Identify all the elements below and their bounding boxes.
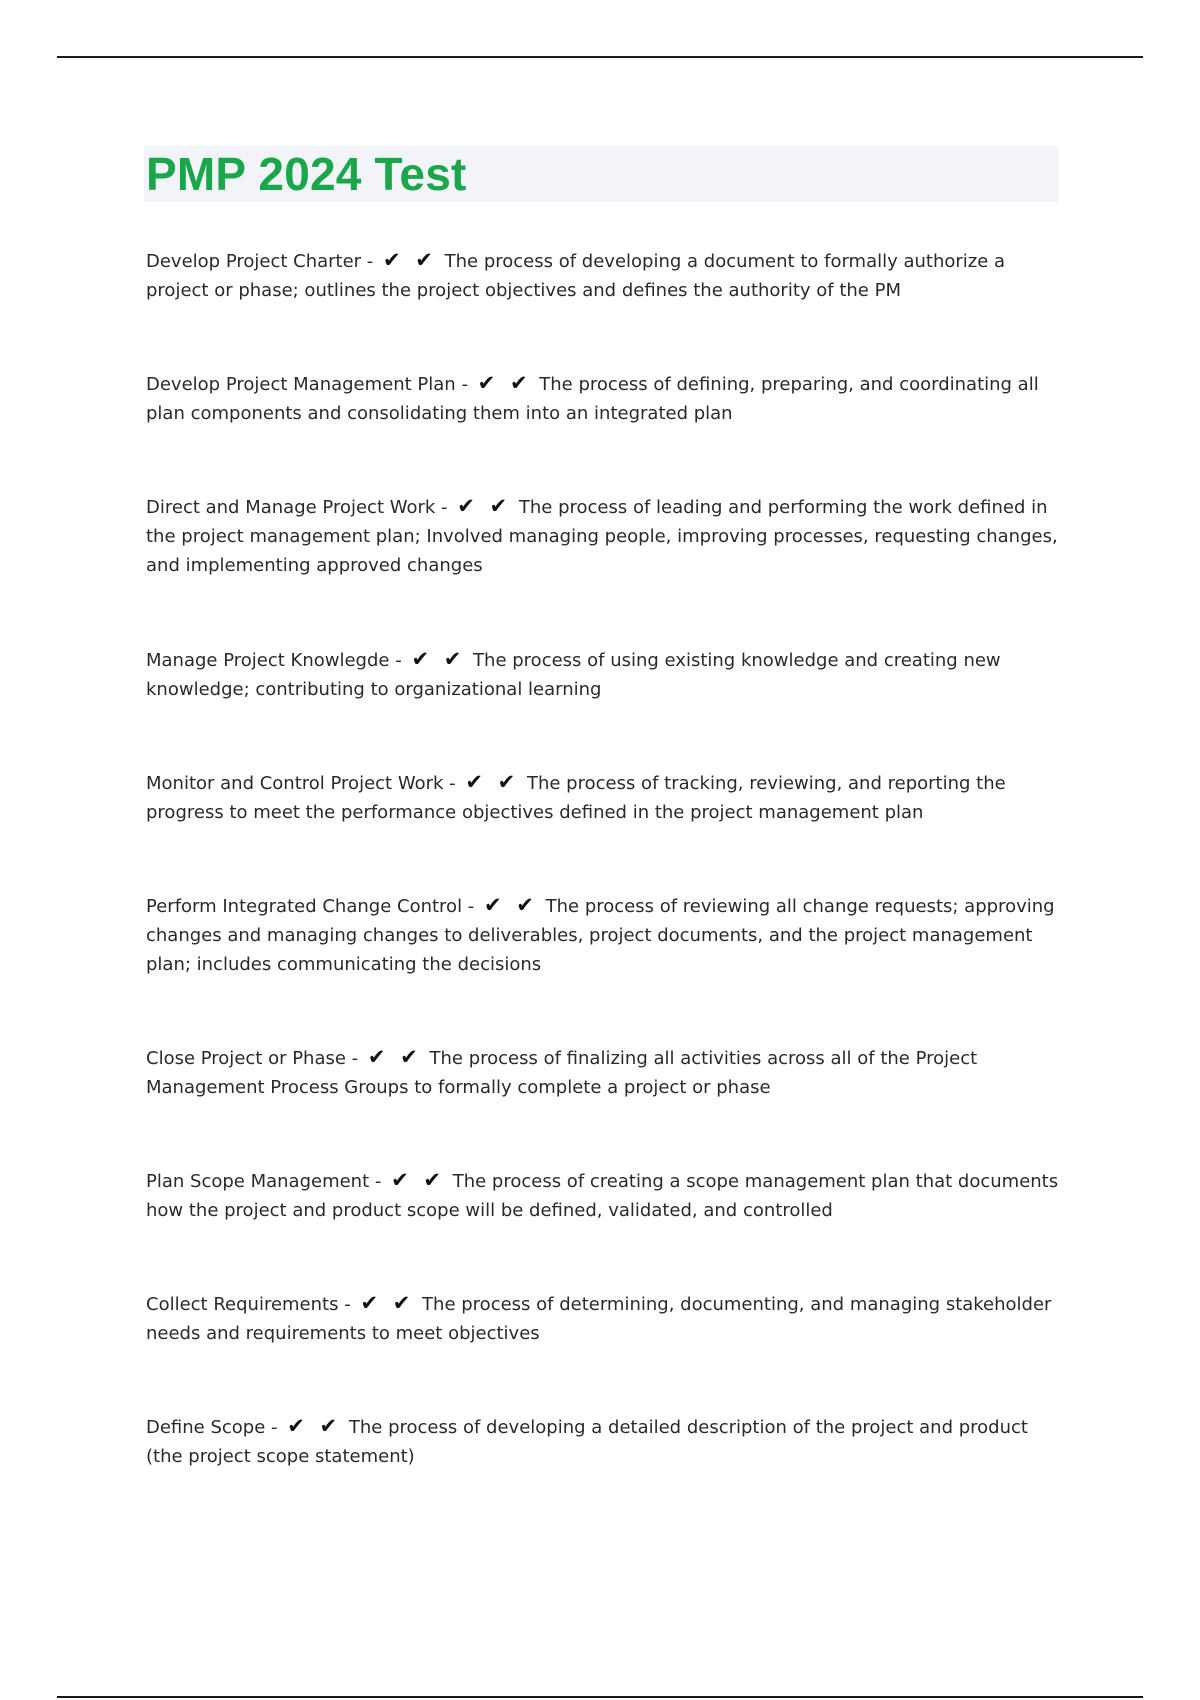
list-item [146, 369, 1064, 428]
definition: The process of reviewing all change requests; approving changes and managing changes to deliverables, project documents, and the project management plan; includes communicating the decisions [146, 896, 1055, 975]
bottom-rule [57, 1696, 1143, 1698]
term: Develop Project Charter - [146, 251, 374, 272]
term: Develop Project Management Plan - [146, 374, 468, 395]
term: Define Scope - [146, 1417, 278, 1438]
list-item [146, 891, 1064, 979]
term: Manage Project Knowlegde - [146, 650, 402, 671]
list-item [146, 768, 1064, 827]
list-item [146, 246, 1064, 305]
list-item [146, 1412, 1064, 1471]
checkmark-icon: ✔ ✔ [465, 770, 520, 794]
list-item [146, 1166, 1064, 1225]
checkmark-icon: ✔ ✔ [457, 494, 512, 518]
definition: The process of using existing knowledge and creating new knowledge; contributing to organizational learning [146, 650, 1001, 700]
checkmark-icon: ✔ ✔ [411, 647, 466, 671]
checkmark-icon: ✔ ✔ [477, 371, 532, 395]
checkmark-icon: ✔ ✔ [391, 1168, 445, 1192]
definition: The process of leading and performing the work defined in the project management plan; Involved managing people, improving processes, requesting changes, and implementing approved changes [146, 497, 1058, 576]
term: Plan Scope Management - [146, 1171, 382, 1192]
term: Close Project or Phase - [146, 1048, 359, 1069]
term: Collect Requirements - [146, 1294, 351, 1315]
term: Direct and Manage Project Work - [146, 497, 448, 518]
checkmark-icon: ✔ ✔ [383, 248, 437, 272]
checkmark-icon: ✔ ✔ [367, 1045, 422, 1069]
definition: The process of creating a scope management plan that documents how the project and product scope will be defined, validated, and controlled [146, 1171, 1059, 1221]
list-item [146, 645, 1064, 704]
top-rule [57, 56, 1143, 58]
definition: The process of developing a detailed description of the project and product (the project scope statement) [146, 1417, 1028, 1467]
list-item [146, 1043, 1064, 1102]
list-item [146, 1289, 1064, 1348]
definition: The process of developing a document to formally authorize a project or phase; outlines the project objectives and defines the authority of the PM [146, 251, 1006, 301]
checkmark-icon: ✔ ✔ [287, 1414, 342, 1438]
term: Monitor and Control Project Work - [146, 773, 456, 794]
list-item [146, 492, 1064, 580]
checkmark-icon: ✔ ✔ [360, 1291, 415, 1315]
term: Perform Integrated Change Control - [146, 896, 475, 917]
checkmark-icon: ✔ ✔ [484, 893, 538, 917]
definition: The process of tracking, reviewing, and reporting the progress to meet the performance objectives defined in the project management plan [146, 773, 1006, 823]
definition: The process of finalizing all activities across all of the Project Management Process Groups to formally complete a project or phase [146, 1048, 978, 1098]
page-title: PMP 2024 Test [146, 148, 467, 200]
definition: The process of defining, preparing, and coordinating all plan components and consolidating them into an integrated plan [146, 374, 1039, 424]
definition: The process of determining, documenting, and managing stakeholder needs and requirements to meet objectives [146, 1294, 1052, 1344]
